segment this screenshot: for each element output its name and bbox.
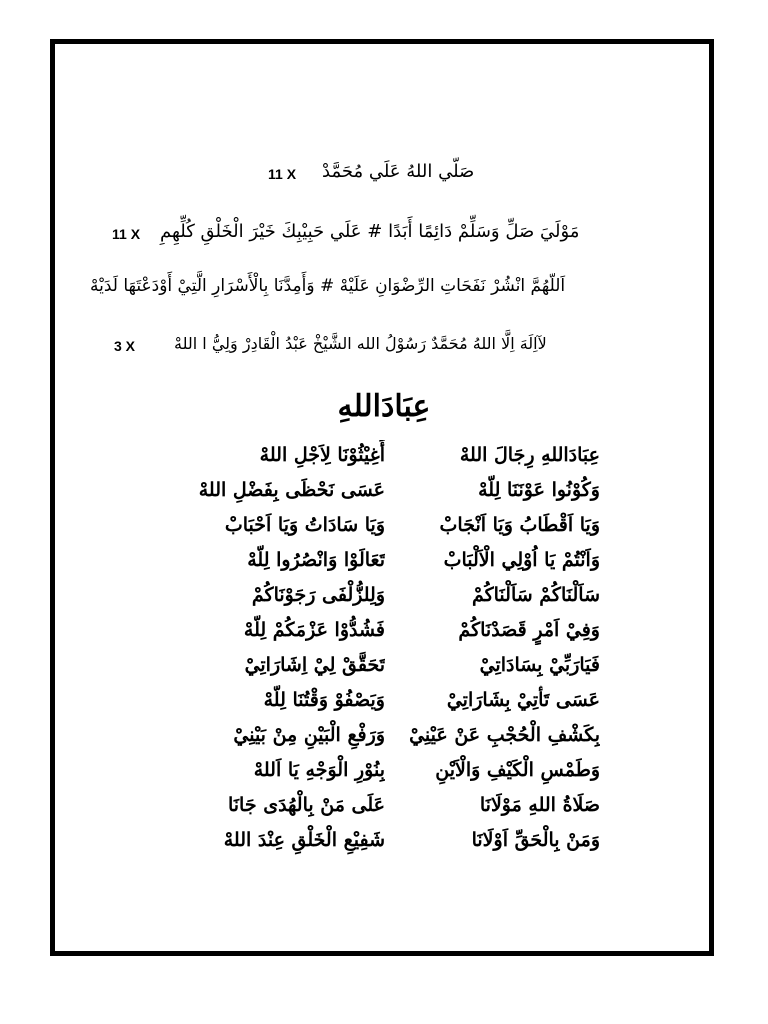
verse-row	[190, 580, 600, 615]
verse-second-half: شَفِيْعِ الْخَلْقِ عِنْدَ اللهْ	[223, 829, 385, 851]
dua-line: اَللّهُمَّ انْشُرْ نَفَحَاتِ الرِّضْوَانِ عَلَيْهْ # وَأَمِدَّنَا بِالْأَسْرَارِ الَّتِيْ أَوْدَعْتَهَا لَدَيْهْ	[90, 276, 566, 296]
verse-row	[190, 755, 600, 790]
verse-second-half: وَيَصْفُوْ وَقْتُنَا لِلّهْ	[263, 689, 385, 711]
verse-row	[190, 685, 600, 720]
verse-row	[190, 790, 600, 825]
verse-second-half: بِنُوْرِ الْوَجْهِ يَا اَللهْ	[253, 759, 385, 781]
verse-row	[190, 650, 600, 685]
verse-second-half: تَحَقَّقْ لِيْ اِشَارَاتِيْ	[244, 654, 385, 676]
verse-first-half: بِكَشْفِ الْحُجْبِ عَنْ عَيْنِيْ	[409, 724, 600, 746]
verse-second-half: عَسَى نَحْظَى بِفَضْلِ اللهْ	[198, 479, 385, 501]
verse-row	[190, 440, 600, 475]
verse-row	[190, 825, 600, 860]
verse-second-half: وَرَفْعِ الْبَيْنِ مِنْ بَيْنِيْ	[233, 724, 385, 746]
verse-row	[190, 510, 600, 545]
verse-first-half: وَاَنْتُمْ يَا اُوْلِي الْاَلْبَابْ	[443, 549, 600, 571]
shahada-line: لآاِلَهَ اِلَّا اللهُ مُحَمَّدٌ رَسُوْلُ الله الشَّيْخْ عَبْدُ الْقَادِرْ وَلِيُّ ا اللهْ	[174, 334, 547, 353]
repeat-count: 11 X	[112, 226, 141, 242]
repeat-count: 3 X	[114, 338, 136, 354]
verse-first-half: وَطَمْسِ الْكَيْفِ وَالْاَيْنِ	[435, 759, 600, 781]
verse-first-half: سَاَلْنَاكُمْ سَاَلْنَاكُمْ	[471, 584, 600, 606]
salawat-line: مَوْلَيَ صَلِّ وَسَلِّمْ دَائِمًا أَبَدًا # عَلَي حَبِيْبِكَ خَيْرَ الْخَلْقِ كُلِّهِمِ	[160, 221, 580, 242]
verse-second-half: تَعَالَوْا وَانْصُرُوا لِلّهْ	[247, 549, 385, 571]
verse-first-half: وَفِيْ اَمْرٍ قَصَدْنَاكُمْ	[458, 619, 600, 641]
verse-second-half: وَلِلزُّلْفَى رَجَوْنَاكُمْ	[251, 584, 385, 606]
verse-second-half: فَشُدُّوْا عَزْمَكُمْ لِلّهْ	[243, 619, 385, 641]
verse-second-half: أَغِيْثُوْنَا لِاَجْلِ اللهْ	[259, 444, 385, 466]
salawat-line: صَلّي اللهُ عَلَي مُحَمَّدْ	[322, 161, 475, 182]
verse-first-half: عِبَادَاللهِ رِجَالَ اللهْ	[459, 444, 600, 466]
verse-first-half: فَيَارَبِّيْ بِسَادَاتِيْ	[479, 654, 600, 676]
repeat-count: 11 X	[268, 166, 297, 182]
verse-row	[190, 615, 600, 650]
verse-second-half: وَيَا سَادَاتُ وَيَا اَحْبَابْ	[224, 514, 385, 536]
verse-first-half: عَسَى تَأْتِيْ بِشَارَاتِيْ	[446, 689, 600, 711]
verse-first-half: وَمَنْ بِالْحَقِّ اَوْلَانَا	[471, 829, 600, 851]
poem-title: عِبَادَاللهِ	[337, 389, 431, 424]
verse-first-half: وَيَا اَقْطَابُ وَيَا اَنْجَابْ	[439, 514, 600, 536]
verse-first-half: وَكُوْنُوا عَوْنَنَا لِلّهْ	[478, 479, 600, 501]
verse-second-half: عَلَى مَنْ بِالْهُدَى جَانَا	[227, 794, 385, 816]
verse-row	[190, 475, 600, 510]
verse-first-half: صَلَاةُ اللهِ مَوْلَانَا	[479, 794, 600, 816]
poem-verses	[190, 440, 600, 860]
verse-row	[190, 545, 600, 580]
verse-row	[190, 720, 600, 755]
